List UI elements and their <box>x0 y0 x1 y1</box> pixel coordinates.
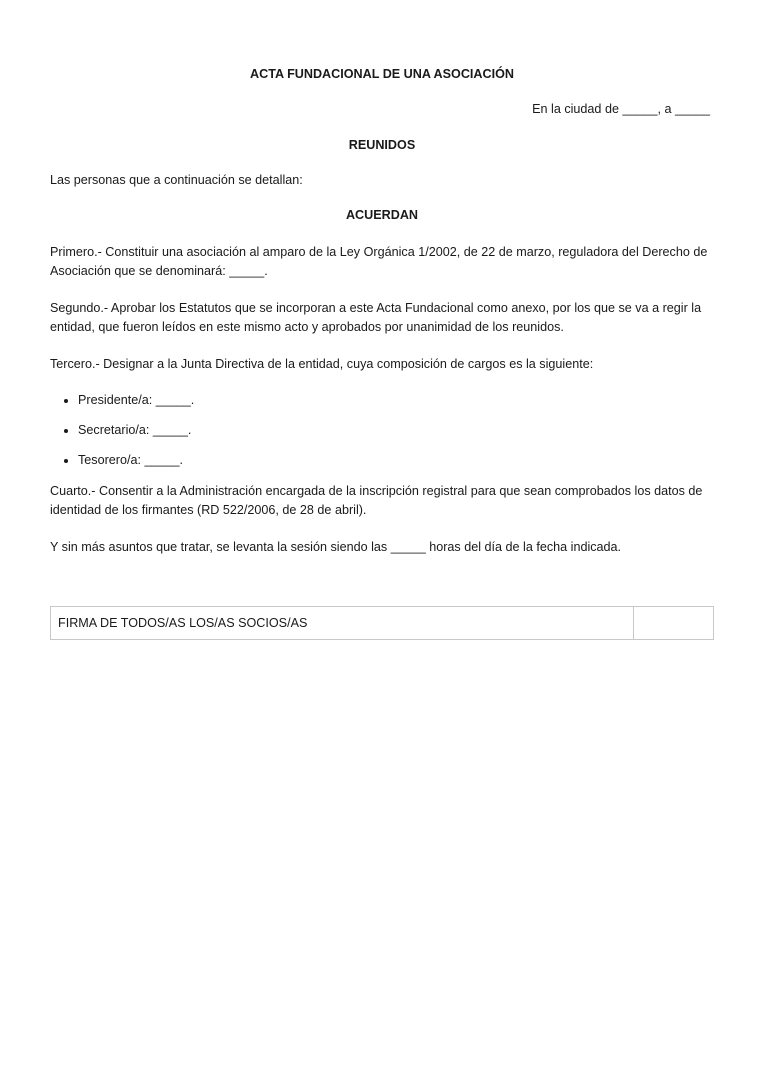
document-title: ACTA FUNDACIONAL DE UNA ASOCIACIÓN <box>250 67 514 81</box>
board-positions-list <box>50 391 714 481</box>
agreement-primero: Primero.- Constituir una asociación al amparo de la Ley Orgánica 1/2002, de 22 de marzo, reguladora del Derecho de Asociación que se denominará: _____. <box>50 245 708 278</box>
list-item <box>50 391 714 410</box>
position-secretario: Secretario/a: _____. <box>78 423 192 437</box>
bullet-icon <box>64 429 68 433</box>
closing-text: Y sin más asuntos que tratar, se levanta la sesión siendo las _____ horas del día de la fecha indicada. <box>50 540 622 554</box>
list-item <box>50 421 714 440</box>
signature-blank-cell[interactable] <box>634 607 713 639</box>
bullet-icon <box>64 459 68 463</box>
bullet-icon <box>64 399 68 403</box>
position-presidente: Presidente/a: _____. <box>78 393 195 407</box>
agreement-tercero: Tercero.- Designar a la Junta Directiva de la entidad, cuya composición de cargos es la siguiente: <box>50 357 594 371</box>
position-tesorero: Tesorero/a: _____. <box>78 453 184 467</box>
signature-label-cell <box>51 607 634 639</box>
heading-reunidos: REUNIDOS <box>348 138 416 152</box>
signature-table <box>50 606 714 640</box>
agreement-segundo: Segundo.- Aprobar los Estatutos que se incorporan a este Acta Fundacional como anexo, por los que se va a regir la entidad, que fueron leídos en este mismo acto y aprobados por unanimidad de los reunidos. <box>50 301 702 334</box>
place-date-line: En la ciudad de _____, a _____ <box>532 102 710 116</box>
list-item <box>50 451 714 470</box>
heading-acuerdan: ACUERDAN <box>345 208 419 222</box>
signature-label: FIRMA DE TODOS/AS LOS/AS SOCIOS/AS <box>58 616 308 630</box>
agreement-cuarto: Cuarto.- Consentir a la Administración encargada de la inscripción registral para que sean comprobados los datos de identidad de los firmantes (RD 522/2006, de 28 de abril). <box>50 484 703 517</box>
reunidos-text: Las personas que a continuación se detallan: <box>50 173 303 187</box>
